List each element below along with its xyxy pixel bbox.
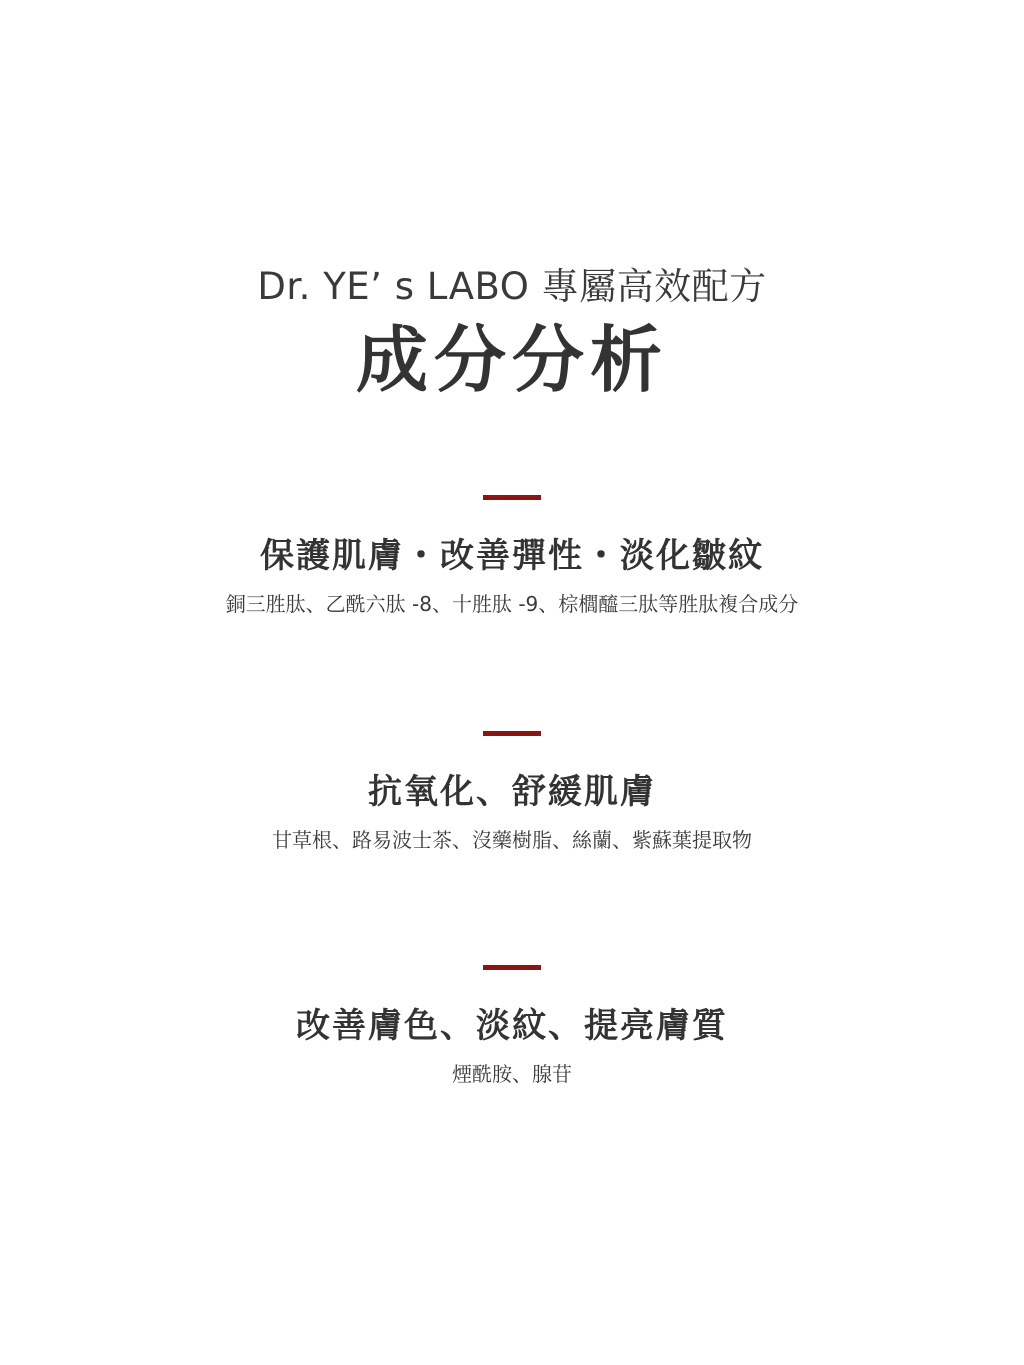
section-heading: 保護肌膚・改善彈性・淡化皺紋 (260, 536, 764, 576)
section-description: 煙酰胺、腺苷 (452, 1062, 572, 1086)
page-title: 成分分析 (355, 318, 668, 402)
section-description: 甘草根、路易波士茶、沒藥樹脂、絲蘭、紫蘇葉提取物 (272, 828, 752, 852)
section-divider (483, 965, 541, 970)
page-subtitle: Dr. YE’ s LABO 專屬高效配方 (257, 265, 767, 308)
section-description: 銅三胜肽、乙酰六肽 -8、十胜肽 -9、棕櫚醯三肽等胜肽複合成分 (225, 592, 799, 616)
ingredient-section-protect (0, 495, 1024, 618)
section-heading: 改善膚色、淡紋、提亮膚質 (296, 1006, 728, 1046)
header (0, 262, 1024, 402)
section-heading: 抗氧化、舒緩肌膚 (368, 772, 656, 812)
ingredient-section-brightening (0, 965, 1024, 1088)
section-divider (483, 495, 541, 500)
section-divider (483, 731, 541, 736)
ingredient-section-antioxidant (0, 731, 1024, 854)
